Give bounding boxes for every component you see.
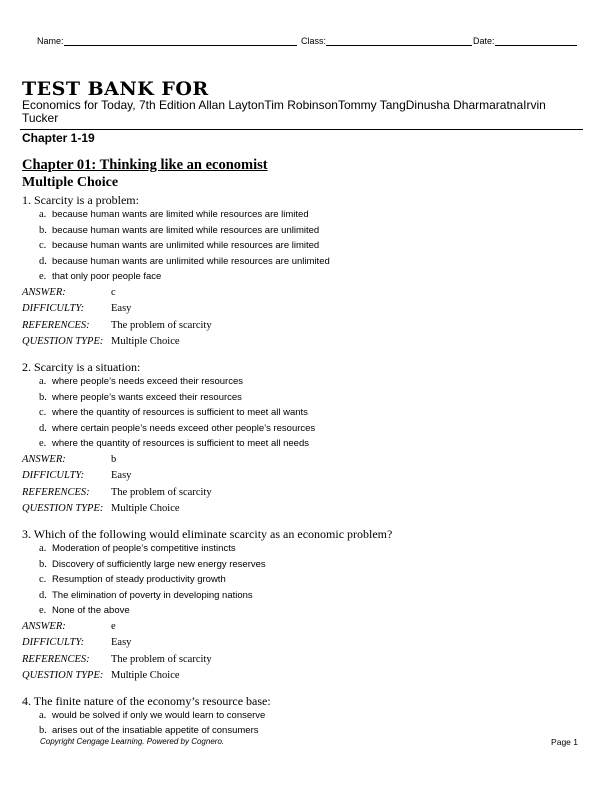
references-row: REFERENCES: The problem of scarcity [22, 319, 212, 331]
chapter-range: Chapter 1-19 [22, 131, 95, 145]
option-e[interactable]: e. that only poor people face [39, 271, 162, 282]
difficulty-row: DIFFICULTY: Easy [22, 637, 132, 648]
page-title: TEST BANK FOR [22, 78, 209, 100]
option-b[interactable]: b. because human wants are limited while resources are unlimited [39, 224, 320, 236]
question-stem: 3. Which of the following would eliminate scarcity as an economic problem? [22, 527, 393, 541]
option-d[interactable]: d. where certain people’s needs exceed other people’s resources [39, 422, 316, 434]
option-d[interactable]: d. because human wants are unlimited while resources are unlimited [39, 255, 330, 267]
option-c[interactable]: c. because human wants are unlimited while resources are limited [39, 240, 320, 251]
section-heading: Multiple Choice [22, 175, 119, 190]
question-2 [22, 360, 592, 518]
class-label: Class: [301, 36, 327, 46]
option-a[interactable]: a. because human wants are limited while resources are limited [39, 209, 309, 220]
date-field[interactable] [495, 36, 577, 46]
question-type-row: QUESTION TYPE: Multiple Choice [22, 336, 180, 347]
option-b[interactable]: b. Discovery of sufficiently large new energy reserves [39, 558, 266, 570]
difficulty-row: DIFFICULTY: Easy [22, 303, 132, 314]
question-4 [22, 694, 592, 737]
option-c[interactable]: c. Resumption of steady productivity growth [39, 574, 226, 585]
question-stem: 1. Scarcity is a problem: [22, 193, 139, 207]
question-1 [22, 193, 592, 351]
option-b[interactable]: b. where people’s wants exceed their resources [39, 391, 242, 403]
references-row: REFERENCES: The problem of scarcity [22, 653, 212, 665]
question-type-row: QUESTION TYPE: Multiple Choice [22, 670, 180, 681]
date-label: Date: [473, 36, 495, 46]
chapter-heading: Chapter 01: Thinking like an economist [22, 157, 268, 173]
option-c[interactable]: c. where the quantity of resources is sufficient to meet all wants [39, 407, 308, 418]
option-b[interactable]: b. arises out of the insatiable appetite of consumers [39, 724, 259, 736]
book-subtitle: Economics for Today, 7th Edition Allan LaytonTim RobinsonTommy TangDinusha DharmaratnaIrvin Tucker [22, 98, 546, 125]
option-a[interactable]: a. Moderation of people’s competitive instincts [39, 543, 236, 554]
option-e[interactable]: e. where the quantity of resources is sufficient to meet all needs [39, 438, 309, 449]
page-number: Page 1 [551, 737, 578, 747]
question-stem: 4. The finite nature of the economy’s resource base: [22, 694, 271, 708]
class-field[interactable] [326, 36, 472, 46]
option-e[interactable]: e. None of the above [39, 605, 130, 616]
difficulty-row: DIFFICULTY: Easy [22, 470, 132, 481]
copyright-footer: Copyright Cengage Learning. Powered by Cognero. [40, 737, 225, 746]
answer-row: ANSWER: c [22, 286, 116, 298]
question-3 [22, 527, 592, 685]
name-label: Name: [37, 36, 64, 46]
answer-row: ANSWER: b [22, 453, 117, 465]
option-a[interactable]: a. would be solved if only we would learn to conserve [39, 710, 266, 721]
question-type-row: QUESTION TYPE: Multiple Choice [22, 503, 180, 514]
answer-row: ANSWER: e [22, 620, 116, 632]
references-row: REFERENCES: The problem of scarcity [22, 486, 212, 498]
title-divider [20, 129, 583, 130]
option-a[interactable]: a. where people’s needs exceed their resources [39, 376, 243, 387]
question-stem: 2. Scarcity is a situation: [22, 360, 141, 374]
option-d[interactable]: d. The elimination of poverty in developing nations [39, 589, 253, 601]
name-field[interactable] [64, 36, 297, 46]
